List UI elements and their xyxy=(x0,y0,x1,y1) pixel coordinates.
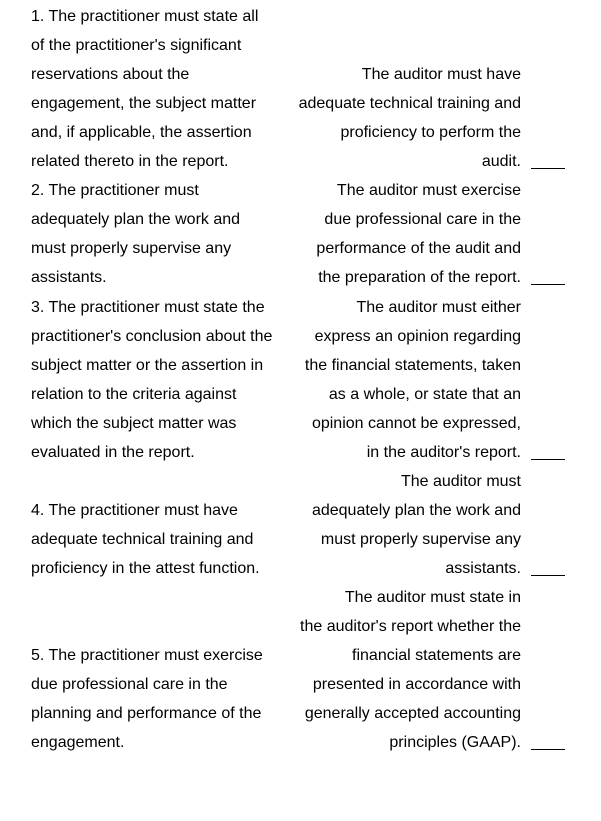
item-line: The auditor must have xyxy=(361,66,521,83)
item-line: of the practitioner's significant xyxy=(31,37,242,54)
item-line: proficiency to perform the xyxy=(340,124,521,141)
item-line: adequately plan the work and xyxy=(311,502,521,519)
item-line: reservations about the xyxy=(31,66,190,83)
item-line: financial statements are xyxy=(352,647,521,664)
item-line: evaluated in the report. xyxy=(31,444,195,461)
item-line: The auditor must xyxy=(400,473,521,490)
item-line: the financial statements, taken xyxy=(304,357,521,374)
item-line: related thereto in the report. xyxy=(31,153,229,170)
item-line: 5. The practitioner must exercise xyxy=(31,647,263,664)
answer-blank-1[interactable] xyxy=(531,168,565,169)
item-line: the preparation of the report. xyxy=(318,269,521,286)
item-line: which the subject matter was xyxy=(31,415,237,432)
item-line: assistants. xyxy=(445,560,521,577)
item-line: planning and performance of the xyxy=(31,705,262,722)
item-line: adequate technical training and xyxy=(31,531,254,548)
item-line: engagement. xyxy=(31,734,125,751)
item-line: performance of the audit and xyxy=(316,240,521,257)
item-line: and, if applicable, the assertion xyxy=(31,124,252,141)
item-line: proficiency in the attest function. xyxy=(31,560,260,577)
item-line: due professional care in the xyxy=(31,676,228,693)
item-line: 2. The practitioner must xyxy=(31,182,199,199)
item-line: The auditor must state in xyxy=(344,589,521,606)
item-line: due professional care in the xyxy=(324,211,521,228)
item-line: express an opinion regarding xyxy=(314,328,521,345)
item-line: in the auditor's report. xyxy=(366,444,521,461)
answer-blank-3[interactable] xyxy=(531,459,565,460)
item-line: opinion cannot be expressed, xyxy=(311,415,521,432)
item-line: must properly supervise any xyxy=(320,531,521,548)
item-line: as a whole, or state that an xyxy=(328,386,521,403)
answer-blank-4[interactable] xyxy=(531,575,565,576)
item-line: presented in accordance with xyxy=(312,676,521,693)
item-line: The auditor must exercise xyxy=(336,182,521,199)
item-line: principles (GAAP). xyxy=(389,734,521,751)
item-line: 4. The practitioner must have xyxy=(31,502,238,519)
item-line: the auditor's report whether the xyxy=(300,618,521,635)
item-line: adequately plan the work and xyxy=(31,211,241,228)
item-line: must properly supervise any xyxy=(31,240,232,257)
item-line: 1. The practitioner must state all xyxy=(31,8,259,25)
item-line: The auditor must either xyxy=(356,299,521,316)
item-line: adequate technical training and xyxy=(298,95,521,112)
item-line: relation to the criteria against xyxy=(31,386,237,403)
item-line: 3. The practitioner must state the xyxy=(31,299,265,316)
item-line: engagement, the subject matter xyxy=(31,95,257,112)
item-line: audit. xyxy=(481,153,521,170)
item-line: practitioner's conclusion about the xyxy=(31,328,273,345)
item-line: subject matter or the assertion in xyxy=(31,357,264,374)
item-line: generally accepted accounting xyxy=(304,705,521,722)
answer-blank-2[interactable] xyxy=(531,284,565,285)
item-line: assistants. xyxy=(31,269,107,286)
answer-blank-5[interactable] xyxy=(531,749,565,750)
